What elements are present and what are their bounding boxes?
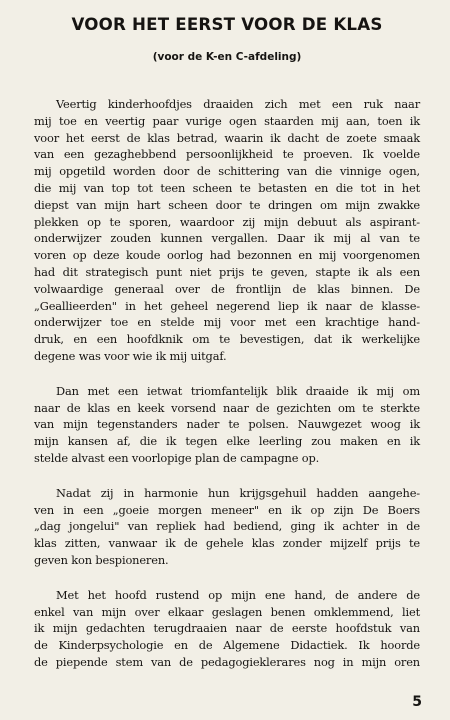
text-line: had dit strategisch punt niet prijs te geven, stapte ik als een: [34, 264, 420, 279]
text-line: van een gezaghebbend persoonlijkheid te proeven. Ik voelde: [34, 147, 420, 162]
body-text: [34, 96, 420, 671]
text-line: „dag jongelui" van repliek had bediend, ging ik achter in de: [34, 519, 420, 534]
text-line: voren op deze koude oorlog had bezonnen en mij voorgenomen: [34, 248, 420, 263]
text-line: degene was voor wie ik mij uitgaf.: [34, 348, 227, 363]
text-line: druk, en een hoofdknik om te bevestigen, dat ik werkelijke: [34, 332, 420, 347]
text-line: de Kinderpsychologie en de Algemene Didactiek. Ik hoorde: [34, 638, 420, 653]
text-line: enkel van mijn over elkaar geslagen benen omklemmend, liet: [34, 604, 420, 619]
page-number: 5: [412, 694, 422, 710]
text-line: „Geallieerden" in het geheel negerend liep ik naar de klasse-: [34, 298, 420, 313]
text-line: voor het eerst de klas betrad, waarin ik dacht de zoete smaak: [34, 130, 420, 145]
text-line: die mij van top tot teen scheen te betasten en die tot in het: [34, 180, 420, 195]
text-line: volwaardige generaal over de frontlijn de klas binnen. De: [34, 281, 420, 296]
page-subtitle: (voor de K-en C-afdeling): [152, 51, 302, 63]
paragraph-3: [34, 485, 420, 569]
text-line: naar de klas en keek vorsend naar de gezichten om te sterkte: [34, 400, 420, 415]
text-line: Dan met een ietwat triomfantelijk blik draaide ik mij om: [56, 383, 420, 398]
text-line: geven kon bespioneren.: [34, 552, 169, 567]
text-line: de piepende stem van de pedagogieklerares nog in mijn oren: [34, 654, 420, 669]
text-line: van mijn tegenstanders nader te polsen. Nauwgezet woog ik: [34, 417, 420, 432]
text-line: mijn kansen af, die ik tegen elke leerling zou maken en ik: [34, 434, 420, 449]
text-line: Veertig kinderhoofdjes draaiden zich met een ruk naar: [56, 97, 420, 111]
paragraph-4: [34, 587, 420, 671]
page-title: VOOR HET EERST VOOR DE KLAS: [71, 15, 383, 35]
text-line: stelde alvast een voorlopige plan de campagne op.: [34, 450, 320, 465]
paragraph-1: [34, 96, 420, 365]
text-line: onderwijzer toe en stelde mij voor met een krachtige hand-: [34, 315, 420, 330]
text-line: diepst van mijn hart scheen door te dringen om mijn zwakke: [34, 197, 420, 212]
text-line: Nadat zij in harmonie hun krijgsgehuil hadden aangehe-: [56, 485, 420, 500]
paragraph-2: [34, 383, 420, 467]
text-line: klas zitten, vanwaar ik de gehele klas zonder mijzelf prijs te: [34, 536, 420, 551]
text-line: ven in een „goeie morgen meneer" en ik op zijn De Boers: [34, 502, 420, 517]
text-line: mij opgetild worden door de schittering van die vinnige ogen,: [34, 164, 420, 179]
text-line: onderwijzer zouden kunnen vergallen. Daar ik mij al van te: [34, 231, 420, 246]
text-line: mij toe en veertig paar vurige ogen staarden mij aan, toen ik: [34, 113, 420, 128]
text-line: ik mijn gedachten terugdraaien naar de eerste hoofdstuk van: [34, 621, 420, 636]
text-line: Met het hoofd rustend op mijn ene hand, de andere de: [56, 587, 420, 602]
text-line: plekken op te sporen, waardoor zij mijn debuut als aspirant-: [34, 214, 420, 229]
